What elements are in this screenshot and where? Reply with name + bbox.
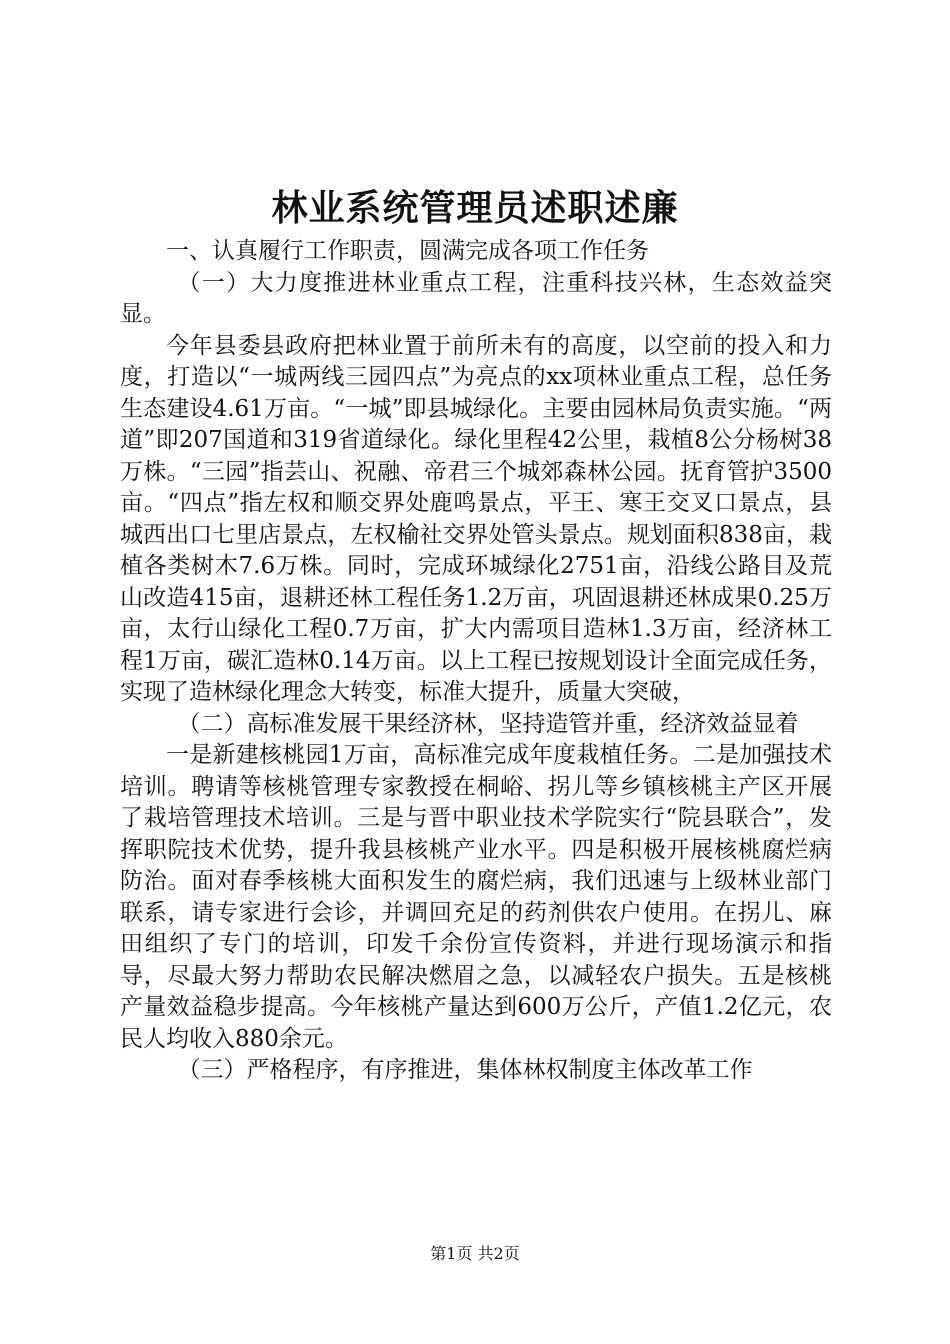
body-paragraph-1: 今年县委县政府把林业置于前所未有的高度，以空前的投入和力度，打造以“一城两线三园四点”为亮点的xx项林业重点工程，总任务生态建设4.61万亩。“一城”即县城绿化。主要由园林局负责实施。“两道”即207国道和319省道绿化。绿化里程42公里，栽植8公分杨树38万株。“三园”指芸山、祝融、帝君三个城郊森林公园。抚育管护3500亩。“四点”指左权和顺交界处鹿鸣景点，平王、寒王交叉口景点，县城西出口七里店景点，左权榆社交界处管头景点。规划面积838亩，栽植各类树木7.6万株。同时，完成环城绿化2751亩，沿线公路目及荒山改造415亩，退耕还林工程任务1.2万亩，巩固退耕还林成果0.25万亩，太行山绿化工程0.7万亩，扩大内需项目造林1.3万亩，经济林工程1万亩，碳汇造林0.14万亩。以上工程已按规划设计全面完成任务，实现了造林绿化理念大转变，标准大提升，质量大突破，: [120, 332, 832, 705]
subsection-heading-1: （一）大力度推进林业重点工程，注重科技兴林，生态效益突显。: [120, 269, 832, 327]
subsection-heading-3: （三）严格程序，有序推进，集体林权制度主体改革工作: [177, 1057, 753, 1083]
document-title: 林业系统管理员述职述廉: [271, 187, 679, 229]
section-heading-1: 一、认真履行工作职责，圆满完成各项工作任务: [166, 238, 649, 264]
subsection-heading-2: （二）高标准发展干果经济林，坚持造管并重，经济效益显着: [177, 710, 799, 737]
document-body: [120, 236, 832, 1087]
body-paragraph-2: 一是新建核桃园1万亩，高标准完成年度栽植任务。二是加强技术培训。聘请等核桃管理专家教授在桐峪、拐儿等乡镇核桃主产区开展了栽培管理技术培训。三是与晋中职业技术学院实行“院县联合”，发挥职院技术优势，提升我县核桃产业水平。四是积极开展核桃腐烂病防治。面对春季核桃大面积发生的腐烂病，我们迅速与上级林业部门联系，请专家进行会诊，并调回充足的药剂供农户使用。在拐儿、麻田组织了专门的培训，印发千余份宣传资料，并进行现场演示和指导，尽最大努力帮助农民解决燃眉之急，以减轻农户损失。五是核桃产量效益稳步提高。今年核桃产量达到600万公斤，产值1.2亿元，农民人均收入880余元。: [120, 742, 832, 1052]
page-footer: 第1页 共2页: [430, 1244, 520, 1263]
